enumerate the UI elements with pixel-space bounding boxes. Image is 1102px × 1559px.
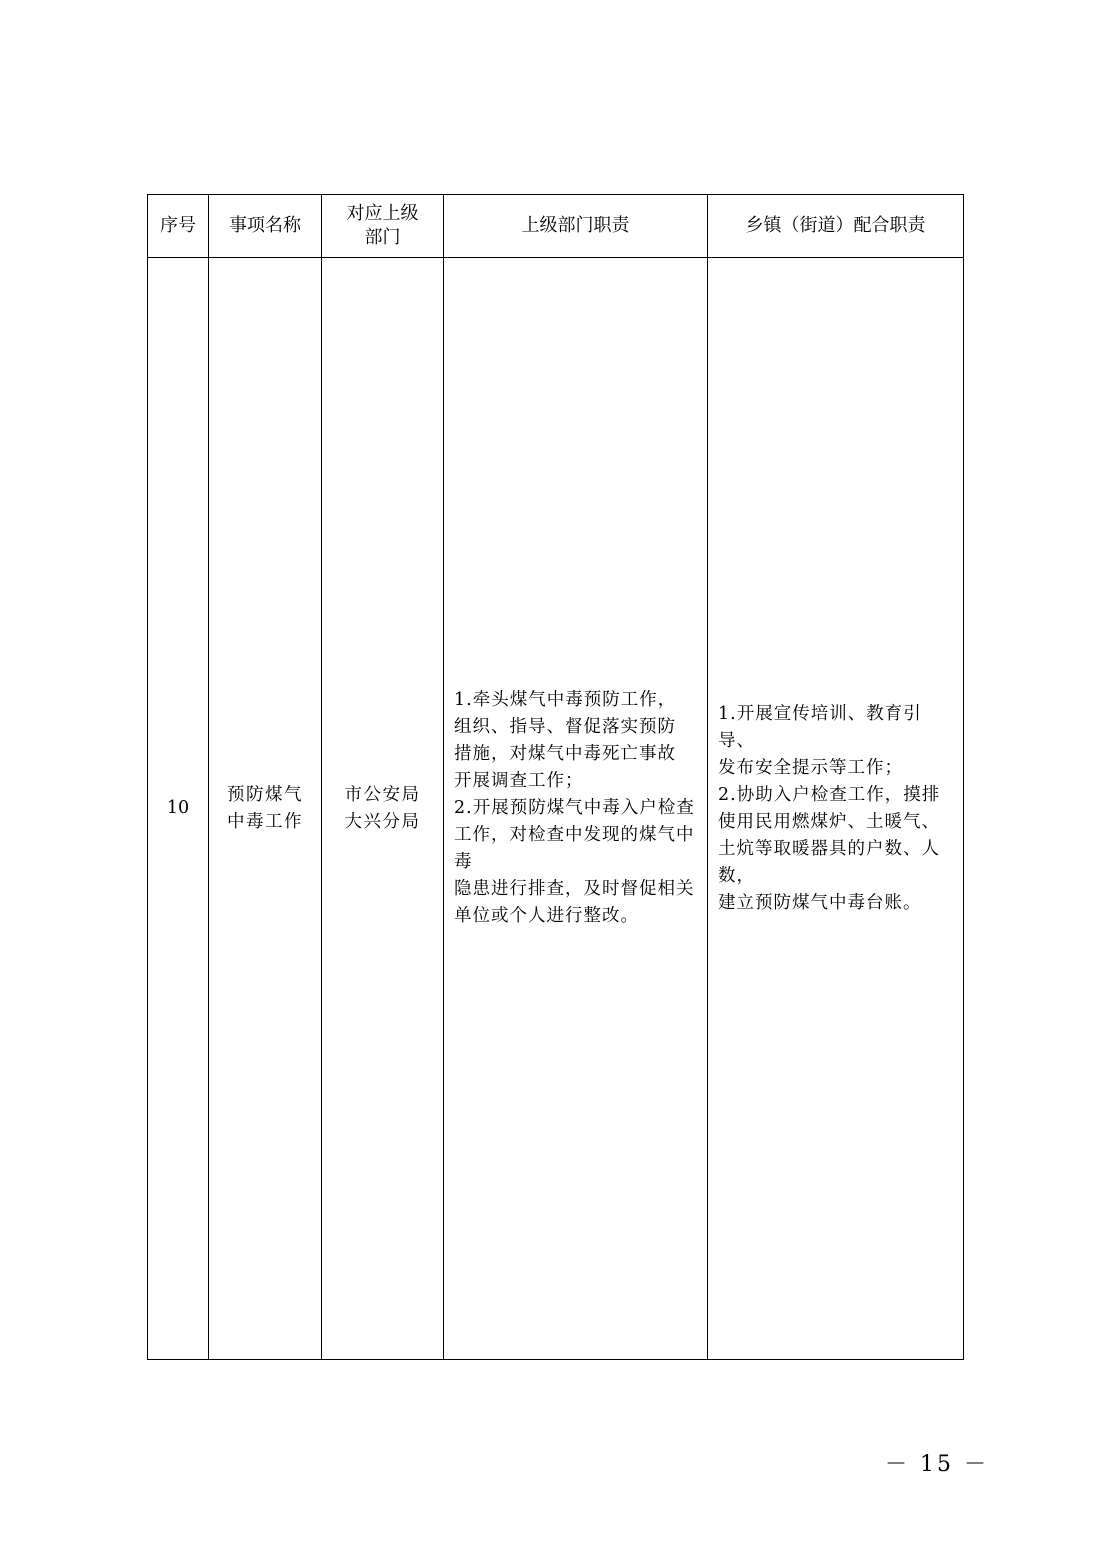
cell-superior-dept: 市公安局 大兴分局 <box>322 258 444 1360</box>
cell-superior-duty: 1.牵头煤气中毒预防工作， 组织、指导、督促落实预防 措施，对煤气中毒死亡事故 开展调查工作； 2.开展预防煤气中毒入户检查 工作，对检查中发现的煤气中毒 隐患进行排查，及时督促相关 单位或个人进行整改。 <box>444 258 708 1360</box>
table-header <box>148 195 964 258</box>
header-seq: 序号 <box>148 195 209 258</box>
duty-table <box>147 194 964 1360</box>
header-superior-dept: 对应上级 部门 <box>322 195 444 258</box>
table-row <box>148 258 964 1360</box>
table-body <box>148 258 964 1360</box>
header-row <box>148 195 964 258</box>
header-town-duty: 乡镇（街道）配合职责 <box>708 195 964 258</box>
cell-item-name: 预防煤气 中毒工作 <box>209 258 322 1360</box>
cell-seq: 10 <box>148 258 209 1360</box>
cell-town-duty: 1.开展宣传培训、教育引导、 发布安全提示等工作； 2.协助入户检查工作，摸排 使用民用燃煤炉、土暖气、 土炕等取暖器具的户数、人数， 建立预防煤气中毒台账。 <box>708 258 964 1360</box>
header-item-name: 事项名称 <box>209 195 322 258</box>
page-number: － 15 － <box>885 1452 989 1477</box>
header-superior-duty: 上级部门职责 <box>444 195 708 258</box>
